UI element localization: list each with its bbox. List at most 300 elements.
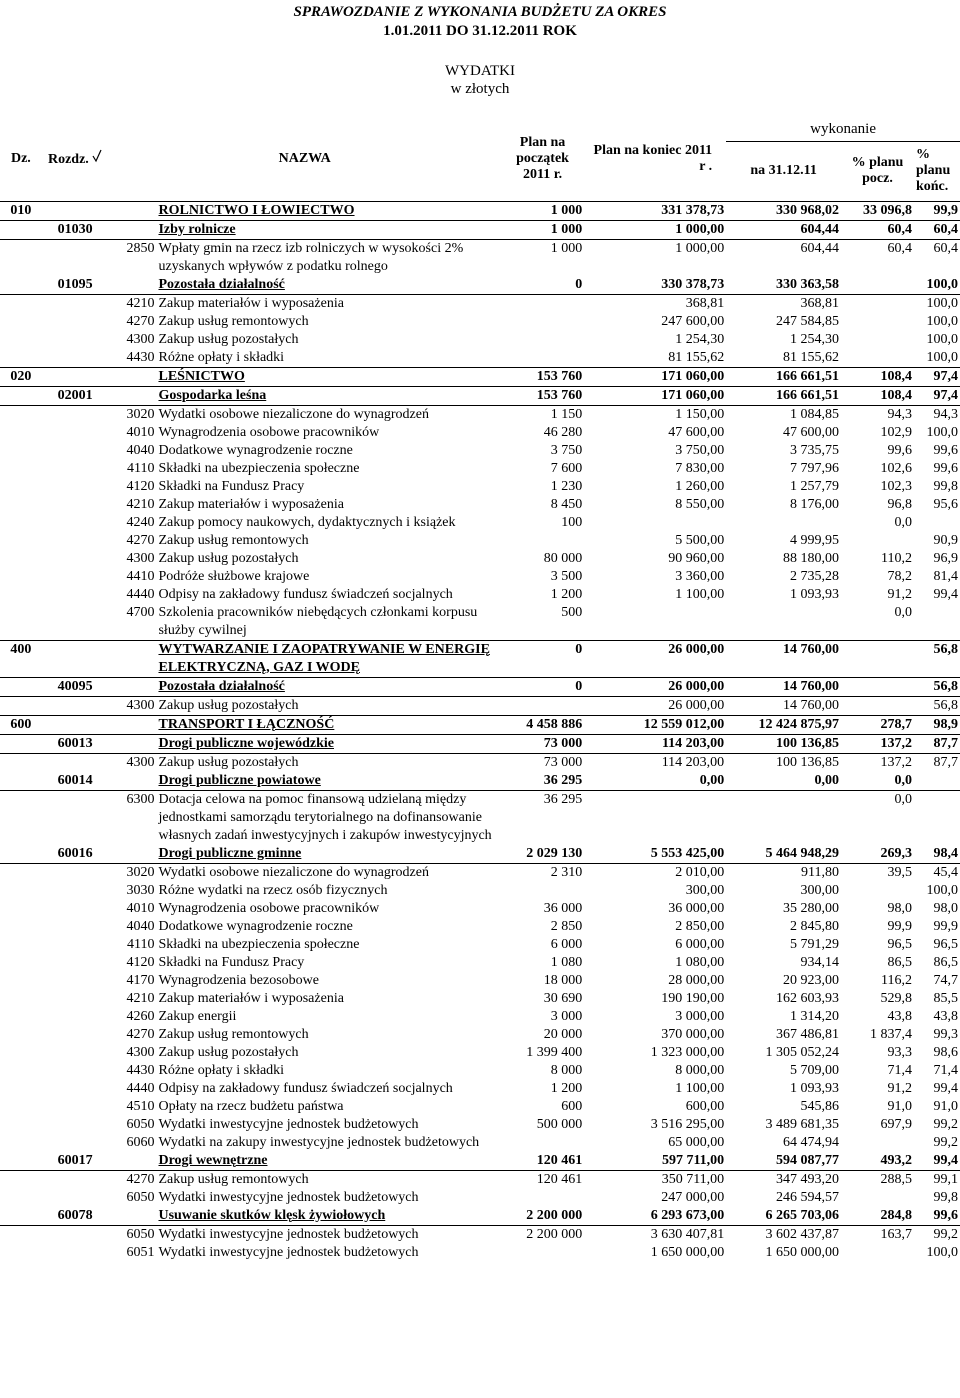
cell-name: Składki na ubezpieczenia społeczne: [158, 936, 360, 952]
cell-rozdz: [42, 313, 109, 331]
table-row-paragraf: [0, 753, 960, 772]
cell-exec: 1 084,85: [789, 406, 839, 422]
cell-plan-end: 300,00: [685, 882, 725, 898]
cell-pct-start: 94,3: [887, 406, 912, 422]
cell-plan-end: 1 100,00: [675, 586, 725, 602]
cell-name: Izby rolnicze: [156, 220, 500, 239]
table-row-paragraf: [0, 239, 960, 276]
cell-paragraf: 4300: [126, 331, 155, 347]
cell-dz: [0, 882, 42, 900]
cell-plan-start: 153 760: [501, 367, 584, 386]
cell-name: Wydatki inwestycyjne jednostek budżetowych: [158, 1244, 419, 1260]
cell-plan-start: 0: [501, 677, 584, 696]
cell-plan-start: 0: [501, 276, 584, 295]
cell-exec: 4 999,95: [789, 532, 839, 548]
cell-paragraf: [109, 386, 157, 405]
cell-paragraf: 4700: [126, 604, 155, 620]
cell-plan-end: 1 080,00: [675, 954, 725, 970]
cell-pct-start: [841, 276, 914, 295]
table-row-paragraf: [0, 424, 960, 442]
cell-paragraf: 4110: [127, 460, 155, 476]
cell-pct-end: 100,0: [926, 295, 958, 311]
cell-dz: [0, 677, 42, 696]
cell-rozdz: [42, 715, 109, 734]
cell-paragraf: [109, 276, 157, 295]
cell-pct-start: 99,6: [887, 442, 912, 458]
cell-dz: [0, 220, 42, 239]
cell-plan-end: 3 630 407,81: [650, 1226, 725, 1242]
cell-pct-end: 97,4: [914, 386, 960, 405]
cell-pct-start: 102,6: [880, 460, 912, 476]
cell-name: Dotacja celowa na pomoc finansową udzielaną między jednostkami samorządu terytorialnego na dofinansowanie własnych zadań inwestycyjnych i zakupów inwestycyjnych: [158, 791, 492, 843]
cell-rozdz: [42, 1170, 109, 1189]
cell-rozdz: [42, 1244, 109, 1262]
cell-plan-end: 8 000,00: [675, 1062, 725, 1078]
table-row-paragraf: [0, 1134, 960, 1152]
cell-rozdz: [42, 201, 109, 220]
table-row-paragraf: [0, 550, 960, 568]
cell-exec: 8 176,00: [789, 496, 839, 512]
cell-exec: 6 265 703,06: [726, 1207, 841, 1226]
cell-paragraf: 3030: [126, 882, 155, 898]
cell-dz: [0, 753, 42, 772]
cell-name: Zakup usług pozostałych: [158, 331, 299, 347]
cell-paragraf: 3020: [126, 864, 155, 880]
cell-plan-end: 3 750,00: [675, 442, 725, 458]
cell-plan-start: 1 230: [550, 478, 583, 494]
cell-pct-end: 100,0: [926, 882, 958, 898]
cell-exec: 100 136,85: [775, 754, 839, 770]
cell-plan-start: [501, 349, 584, 368]
cell-pct-start: 91,2: [887, 586, 912, 602]
cell-pct-start: 99,9: [887, 918, 912, 934]
cell-name: Wydatki na zakupy inwestycyjne jednostek budżetowych: [158, 1134, 480, 1150]
cell-exec: 5 464 948,29: [726, 845, 841, 864]
cell-rozdz: [42, 1189, 109, 1207]
cell-plan-end: 350 711,00: [661, 1171, 725, 1187]
cell-pct-start: [841, 1189, 914, 1207]
cell-pct-end: 99,6: [914, 1207, 960, 1226]
cell-pct-start: 137,2: [841, 734, 914, 753]
cell-dz: [0, 532, 42, 550]
cell-pct-start: 529,8: [880, 990, 912, 1006]
cell-dz: [0, 900, 42, 918]
cell-plan-start: 36 000: [543, 900, 583, 916]
cell-plan-start: [501, 532, 584, 550]
cell-plan-end: 1 000,00: [584, 220, 726, 239]
cell-paragraf: 4430: [126, 349, 155, 365]
cell-dz: 010: [0, 201, 42, 220]
table-row-paragraf: [0, 586, 960, 604]
unit-label: w złotych: [450, 81, 510, 97]
cell-name: Podróże służbowe krajowe: [158, 568, 310, 584]
cell-dz: [0, 1152, 42, 1171]
cell-exec: 2 845,80: [789, 918, 839, 934]
cell-exec: 911,80: [800, 864, 839, 880]
cell-plan-start: 1 000: [501, 220, 584, 239]
cell-pct-end: 100,0: [926, 424, 958, 440]
cell-rozdz: [42, 586, 109, 604]
cell-paragraf: 3020: [126, 406, 155, 422]
table-row-paragraf: [0, 1044, 960, 1062]
cell-exec: 300,00: [800, 882, 839, 898]
cell-pct-end: 87,7: [933, 754, 958, 770]
cell-name: Wynagrodzenia bezosobowe: [158, 972, 319, 988]
cell-pct-end: 99,6: [933, 460, 958, 476]
cell-plan-start: 80 000: [543, 550, 583, 566]
cell-pct-start: 1 837,4: [869, 1026, 912, 1042]
cell-pct-end: 99,2: [933, 1134, 958, 1150]
cell-pct-start: 110,2: [881, 550, 912, 566]
cell-pct-end: 99,3: [933, 1026, 958, 1042]
cell-plan-start: 2 310: [550, 864, 583, 880]
cell-paragraf: [109, 772, 157, 791]
cell-plan-end: 5 553 425,00: [584, 845, 726, 864]
cell-exec: 5 709,00: [789, 1062, 839, 1078]
table-row-rozdzial: [0, 386, 960, 405]
cell-pct-end: 96,9: [933, 550, 958, 566]
cell-name: Różne wydatki na rzecz osób fizycznych: [158, 882, 388, 898]
cell-plan-end: 26 000,00: [584, 677, 726, 696]
cell-plan-start: 500: [561, 604, 583, 620]
cell-pct-start: 71,4: [887, 1062, 912, 1078]
table-row-rozdzial: [0, 845, 960, 864]
header-rozdz-label: Rozdz.: [47, 152, 89, 168]
cell-dz: [0, 349, 42, 368]
cell-name: Wynagrodzenia osobowe pracowników: [158, 900, 380, 916]
cell-exec: 64 474,94: [782, 1134, 839, 1150]
cell-rozdz: [42, 640, 109, 677]
cell-exec: 1 650 000,00: [765, 1244, 839, 1260]
cell-paragraf: 4300: [126, 754, 155, 770]
cell-paragraf: 6050: [126, 1226, 155, 1242]
cell-exec: 88 180,00: [782, 550, 839, 566]
cell-pct-start: [841, 532, 914, 550]
table-row-paragraf: [0, 990, 960, 1008]
cell-pct-end: 91,0: [933, 1098, 958, 1114]
cell-paragraf: [109, 845, 157, 864]
cell-dz: [0, 386, 42, 405]
cell-rozdz: [42, 1134, 109, 1152]
cell-pct-start: 96,5: [887, 936, 912, 952]
cell-exec: 12 424 875,97: [726, 715, 841, 734]
cell-name: Dodatkowe wynagrodzenie roczne: [158, 442, 353, 458]
cell-plan-end: 26 000,00: [668, 697, 725, 713]
cell-rozdz: [42, 882, 109, 900]
cell-paragraf: 4040: [126, 442, 155, 458]
cell-dz: [0, 514, 42, 532]
cell-dz: [0, 405, 42, 424]
cell-pct-end: 96,5: [933, 936, 958, 952]
cell-plan-start: 18 000: [543, 972, 583, 988]
cell-pct-start: [841, 696, 914, 715]
cell-paragraf: 4270: [126, 1026, 155, 1042]
cell-dz: [0, 1134, 42, 1152]
table-row-paragraf: [0, 954, 960, 972]
title-line-1: SPRAWOZDANIE Z WYKONANIA BUDŻETU ZA OKRES: [293, 4, 667, 20]
cell-pct-start: 0,0: [894, 791, 912, 807]
cell-plan-start: 153 760: [501, 386, 584, 405]
table-row-paragraf: [0, 405, 960, 424]
cell-name: Pozostała działalność: [156, 276, 500, 295]
cell-dz: [0, 1098, 42, 1116]
cell-pct-end: 56,8: [914, 677, 960, 696]
cell-dz: [0, 734, 42, 753]
cell-paragraf: 4410: [126, 568, 155, 584]
cell-name: Różne opłaty i składki: [158, 1062, 285, 1078]
cell-pct-end: 99,8: [933, 1189, 958, 1205]
cell-rozdz: [42, 604, 109, 641]
cell-plan-start: 100: [561, 514, 583, 530]
cell-plan-start: 36 295: [501, 772, 584, 791]
cell-plan-start: 120 461: [536, 1171, 583, 1187]
cell-pct-start: 116,2: [881, 972, 912, 988]
cell-pct-start: [841, 349, 914, 368]
cell-exec: 1 257,79: [789, 478, 839, 494]
table-row-paragraf: [0, 460, 960, 478]
cell-rozdz: 60017: [42, 1152, 109, 1171]
cell-pct-start: 269,3: [841, 845, 914, 864]
cell-exec: 81 155,62: [782, 349, 839, 365]
cell-exec: 100 136,85: [726, 734, 841, 753]
cell-name: Zakup usług pozostałych: [158, 1044, 299, 1060]
header-rozdz: [42, 117, 109, 201]
cell-name: Zakup usług pozostałych: [158, 697, 299, 713]
cell-paragraf: 4510: [126, 1098, 155, 1114]
cell-dz: [0, 568, 42, 586]
cell-rozdz: [42, 550, 109, 568]
cell-dz: [0, 918, 42, 936]
cell-rozdz: [42, 496, 109, 514]
cell-pct-end: 60,4: [914, 220, 960, 239]
cell-paragraf: 4040: [126, 918, 155, 934]
cell-pct-end: 98,9: [914, 715, 960, 734]
cell-pct-end: 100,0: [926, 1244, 958, 1260]
cell-rozdz: [42, 900, 109, 918]
cell-pct-start: 39,5: [887, 864, 912, 880]
cell-exec: 1 305 052,24: [765, 1044, 839, 1060]
cell-exec: 934,14: [800, 954, 839, 970]
cell-paragraf: [109, 1207, 157, 1226]
cell-name: Zakup usług pozostałych: [158, 754, 299, 770]
table-row-rozdzial: [0, 1207, 960, 1226]
cell-pct-start: 278,7: [841, 715, 914, 734]
cell-exec: 1 093,93: [789, 586, 839, 602]
table-row-paragraf: [0, 790, 960, 845]
cell-plan-start: 30 690: [543, 990, 583, 1006]
table-row-paragraf: [0, 313, 960, 331]
cell-dz: [0, 1225, 42, 1244]
cell-rozdz: [42, 1098, 109, 1116]
cell-dz: [0, 772, 42, 791]
cell-exec: [726, 604, 841, 641]
cell-rozdz: 60013: [42, 734, 109, 753]
cell-pct-start: [841, 331, 914, 349]
cell-pct-start: 284,8: [841, 1207, 914, 1226]
cell-paragraf: 4440: [126, 586, 155, 602]
cell-paragraf: 4120: [126, 954, 155, 970]
cell-plan-start: [501, 1244, 584, 1262]
cell-plan-start: 500 000: [536, 1116, 583, 1132]
cell-dz: [0, 863, 42, 882]
table-row-paragraf: [0, 1244, 960, 1262]
cell-pct-end: 87,7: [914, 734, 960, 753]
cell-exec: 14 760,00: [782, 697, 839, 713]
cell-plan-start: 2 200 000: [526, 1226, 583, 1242]
cell-exec: 347 493,20: [775, 1171, 839, 1187]
cell-pct-end: 43,8: [933, 1008, 958, 1024]
checkmark-icon: [92, 149, 102, 163]
table-row-paragraf: [0, 442, 960, 460]
cell-name: Składki na Fundusz Pracy: [158, 954, 305, 970]
cell-pct-end: 98,6: [933, 1044, 958, 1060]
cell-paragraf: 6300: [126, 791, 155, 807]
cell-plan-start: 2 029 130: [501, 845, 584, 864]
cell-exec: 247 584,85: [775, 313, 839, 329]
cell-plan-end: 6 000,00: [675, 936, 725, 952]
cell-paragraf: 6051: [126, 1244, 155, 1260]
cell-pct-end: 100,0: [926, 331, 958, 347]
header-pct-start: % planu pocz.: [841, 141, 914, 201]
cell-name: Gospodarka leśna: [156, 386, 500, 405]
cell-exec: 14 760,00: [726, 677, 841, 696]
cell-exec: 3 735,75: [789, 442, 839, 458]
section-title: WYDATKI: [445, 63, 515, 79]
cell-dz: [0, 696, 42, 715]
cell-dz: [0, 239, 42, 276]
cell-pct-start: 43,8: [887, 1008, 912, 1024]
cell-paragraf: [109, 677, 157, 696]
cell-pct-end: 86,5: [933, 954, 958, 970]
cell-exec: 2 735,28: [789, 568, 839, 584]
cell-name: Zakup usług remontowych: [158, 1026, 309, 1042]
cell-plan-end: 28 000,00: [668, 972, 725, 988]
cell-plan-end: 368,81: [685, 295, 725, 311]
cell-dz: [0, 1044, 42, 1062]
cell-paragraf: 4210: [126, 496, 155, 512]
cell-pct-end: 60,4: [933, 240, 958, 256]
cell-dz: [0, 424, 42, 442]
cell-plan-start: 3 000: [550, 1008, 583, 1024]
cell-dz: [0, 936, 42, 954]
cell-pct-end: 99,9: [914, 201, 960, 220]
cell-pct-end: 99,9: [933, 918, 958, 934]
cell-dz: [0, 604, 42, 641]
cell-pct-end: 56,8: [933, 697, 958, 713]
cell-plan-start: 8 000: [550, 1062, 583, 1078]
cell-rozdz: 60016: [42, 845, 109, 864]
cell-plan-end: 247 600,00: [661, 313, 725, 329]
cell-exec: 545,86: [800, 1098, 839, 1114]
cell-plan-start: 2 200 000: [501, 1207, 584, 1226]
table-row-dzial: [0, 367, 960, 386]
cell-rozdz: [42, 478, 109, 496]
cell-plan-start: 3 750: [550, 442, 583, 458]
cell-pct-start: 60,4: [887, 240, 912, 256]
cell-dz: [0, 1080, 42, 1098]
cell-pct-end: [914, 772, 960, 791]
cell-plan-end: 12 559 012,00: [584, 715, 726, 734]
cell-dz: [0, 550, 42, 568]
cell-name: Składki na ubezpieczenia społeczne: [158, 460, 360, 476]
cell-dz: [0, 1062, 42, 1080]
cell-rozdz: [42, 954, 109, 972]
cell-pct-end: 98,0: [933, 900, 958, 916]
cell-pct-start: 288,5: [880, 1171, 912, 1187]
cell-pct-end: 94,3: [933, 406, 958, 422]
cell-plan-end: 190 190,00: [661, 990, 725, 1006]
table-row-paragraf: [0, 972, 960, 990]
cell-pct-start: 91,0: [887, 1098, 912, 1114]
cell-pct-end: 99,1: [933, 1171, 958, 1187]
cell-name: Wydatki osobowe niezaliczone do wynagrodzeń: [158, 406, 429, 422]
header-dz: Dz.: [0, 117, 42, 201]
cell-rozdz: [42, 442, 109, 460]
cell-name: Wpłaty gmin na rzecz izb rolniczych w wysokości 2% uzyskanych wpływów z podatku rolnego: [158, 240, 464, 274]
cell-plan-end: 7 830,00: [675, 460, 725, 476]
table-row-paragraf: [0, 696, 960, 715]
header-plan-end: Plan na koniec 2011 r .: [584, 117, 726, 201]
cell-pct-start: 91,2: [887, 1080, 912, 1096]
cell-plan-end: 3 516 295,00: [650, 1116, 725, 1132]
cell-dz: [0, 1170, 42, 1189]
cell-name: Pozostała działalność: [156, 677, 500, 696]
cell-rozdz: [42, 367, 109, 386]
cell-exec: 246 594,57: [775, 1189, 839, 1205]
cell-plan-end: 247 000,00: [661, 1189, 725, 1205]
cell-paragraf: [109, 220, 157, 239]
cell-rozdz: [42, 863, 109, 882]
table-row-rozdzial: [0, 1152, 960, 1171]
cell-dz: [0, 790, 42, 845]
cell-dz: [0, 276, 42, 295]
cell-name: Usuwanie skutków klęsk żywiołowych: [156, 1207, 500, 1226]
cell-plan-start: [501, 696, 584, 715]
cell-rozdz: [42, 460, 109, 478]
cell-plan-end: 90 960,00: [668, 550, 725, 566]
cell-pct-start: 33 096,8: [841, 201, 914, 220]
cell-plan-start: 1 150: [550, 406, 583, 422]
cell-plan-end: 47 600,00: [668, 424, 725, 440]
cell-paragraf: 4210: [126, 295, 155, 311]
cell-rozdz: 40095: [42, 677, 109, 696]
cell-pct-end: 100,0: [926, 349, 958, 365]
cell-pct-start: 102,9: [880, 424, 912, 440]
cell-dz: [0, 1244, 42, 1262]
cell-rozdz: 02001: [42, 386, 109, 405]
cell-paragraf: [109, 1152, 157, 1171]
cell-name: Wydatki inwestycyjne jednostek budżetowych: [158, 1189, 419, 1205]
cell-rozdz: [42, 1044, 109, 1062]
cell-name: Zakup usług remontowych: [158, 532, 309, 548]
cell-rozdz: 60078: [42, 1207, 109, 1226]
cell-plan-start: 4 458 886: [501, 715, 584, 734]
cell-plan-end: 8 550,00: [675, 496, 725, 512]
cell-name: Zakup energii: [158, 1008, 237, 1024]
cell-name: Zakup usług remontowych: [158, 1171, 309, 1187]
table-row-paragraf: [0, 1008, 960, 1026]
cell-rozdz: 01095: [42, 276, 109, 295]
cell-dz: [0, 954, 42, 972]
cell-pct-start: [841, 677, 914, 696]
cell-paragraf: 4240: [126, 514, 155, 530]
cell-pct-start: 108,4: [841, 386, 914, 405]
cell-name: Zakup usług pozostałych: [158, 550, 299, 566]
cell-pct-end: 56,8: [914, 640, 960, 677]
cell-plan-end: 171 060,00: [584, 386, 726, 405]
table-row-rozdzial: [0, 677, 960, 696]
cell-plan-start: 73 000: [543, 754, 583, 770]
